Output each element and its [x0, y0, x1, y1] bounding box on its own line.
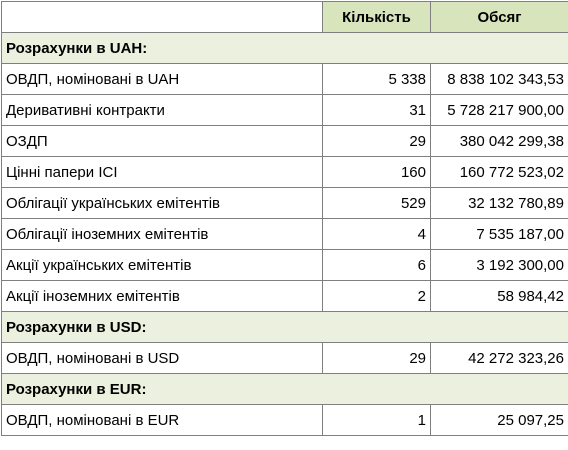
row-name: ОВДП, номіновані в EUR — [2, 405, 323, 436]
table-row — [2, 188, 568, 219]
header-volume-cell: Обсяг — [431, 2, 568, 33]
row-volume: 32 132 780,89 — [431, 188, 568, 219]
row-volume: 5 728 217 900,00 — [431, 95, 568, 126]
table-row — [2, 281, 568, 312]
section-row-uah — [2, 33, 568, 64]
row-name: ОВДП, номіновані в UAH — [2, 64, 323, 95]
row-name: Акції іноземних емітентів — [2, 281, 323, 312]
section-row-eur — [2, 374, 568, 405]
row-volume: 42 272 323,26 — [431, 343, 568, 374]
row-volume: 25 097,25 — [431, 405, 568, 436]
row-count: 4 — [323, 219, 431, 250]
row-count: 2 — [323, 281, 431, 312]
row-name: ОВДП, номіновані в USD — [2, 343, 323, 374]
row-name: Облігації українських емітентів — [2, 188, 323, 219]
table-row — [2, 405, 568, 436]
row-count: 5 338 — [323, 64, 431, 95]
row-count: 6 — [323, 250, 431, 281]
row-volume: 58 984,42 — [431, 281, 568, 312]
row-name: Цінні папери ІСІ — [2, 157, 323, 188]
row-volume: 7 535 187,00 — [431, 219, 568, 250]
header-count-cell: Кількість — [323, 2, 431, 33]
row-volume: 3 192 300,00 — [431, 250, 568, 281]
row-volume: 8 838 102 343,53 — [431, 64, 568, 95]
row-count: 160 — [323, 157, 431, 188]
table-row — [2, 95, 568, 126]
table-row — [2, 157, 568, 188]
settlements-table — [1, 1, 568, 436]
section-title: Розрахунки в USD: — [2, 312, 568, 343]
row-name: Деривативні контракти — [2, 95, 323, 126]
table-row — [2, 343, 568, 374]
section-row-usd — [2, 312, 568, 343]
table-row — [2, 126, 568, 157]
row-volume: 160 772 523,02 — [431, 157, 568, 188]
header-name-cell — [2, 2, 323, 33]
row-count: 29 — [323, 126, 431, 157]
row-name: Облігації іноземних емітентів — [2, 219, 323, 250]
row-count: 529 — [323, 188, 431, 219]
row-volume: 380 042 299,38 — [431, 126, 568, 157]
row-name: Акції українських емітентів — [2, 250, 323, 281]
table-header-row — [2, 2, 568, 33]
row-count: 1 — [323, 405, 431, 436]
table-row — [2, 219, 568, 250]
row-count: 31 — [323, 95, 431, 126]
row-name: ОЗДП — [2, 126, 323, 157]
section-title: Розрахунки в UAH: — [2, 33, 568, 64]
table-row — [2, 250, 568, 281]
row-count: 29 — [323, 343, 431, 374]
section-title: Розрахунки в EUR: — [2, 374, 568, 405]
table-row — [2, 64, 568, 95]
table-body — [2, 2, 568, 436]
